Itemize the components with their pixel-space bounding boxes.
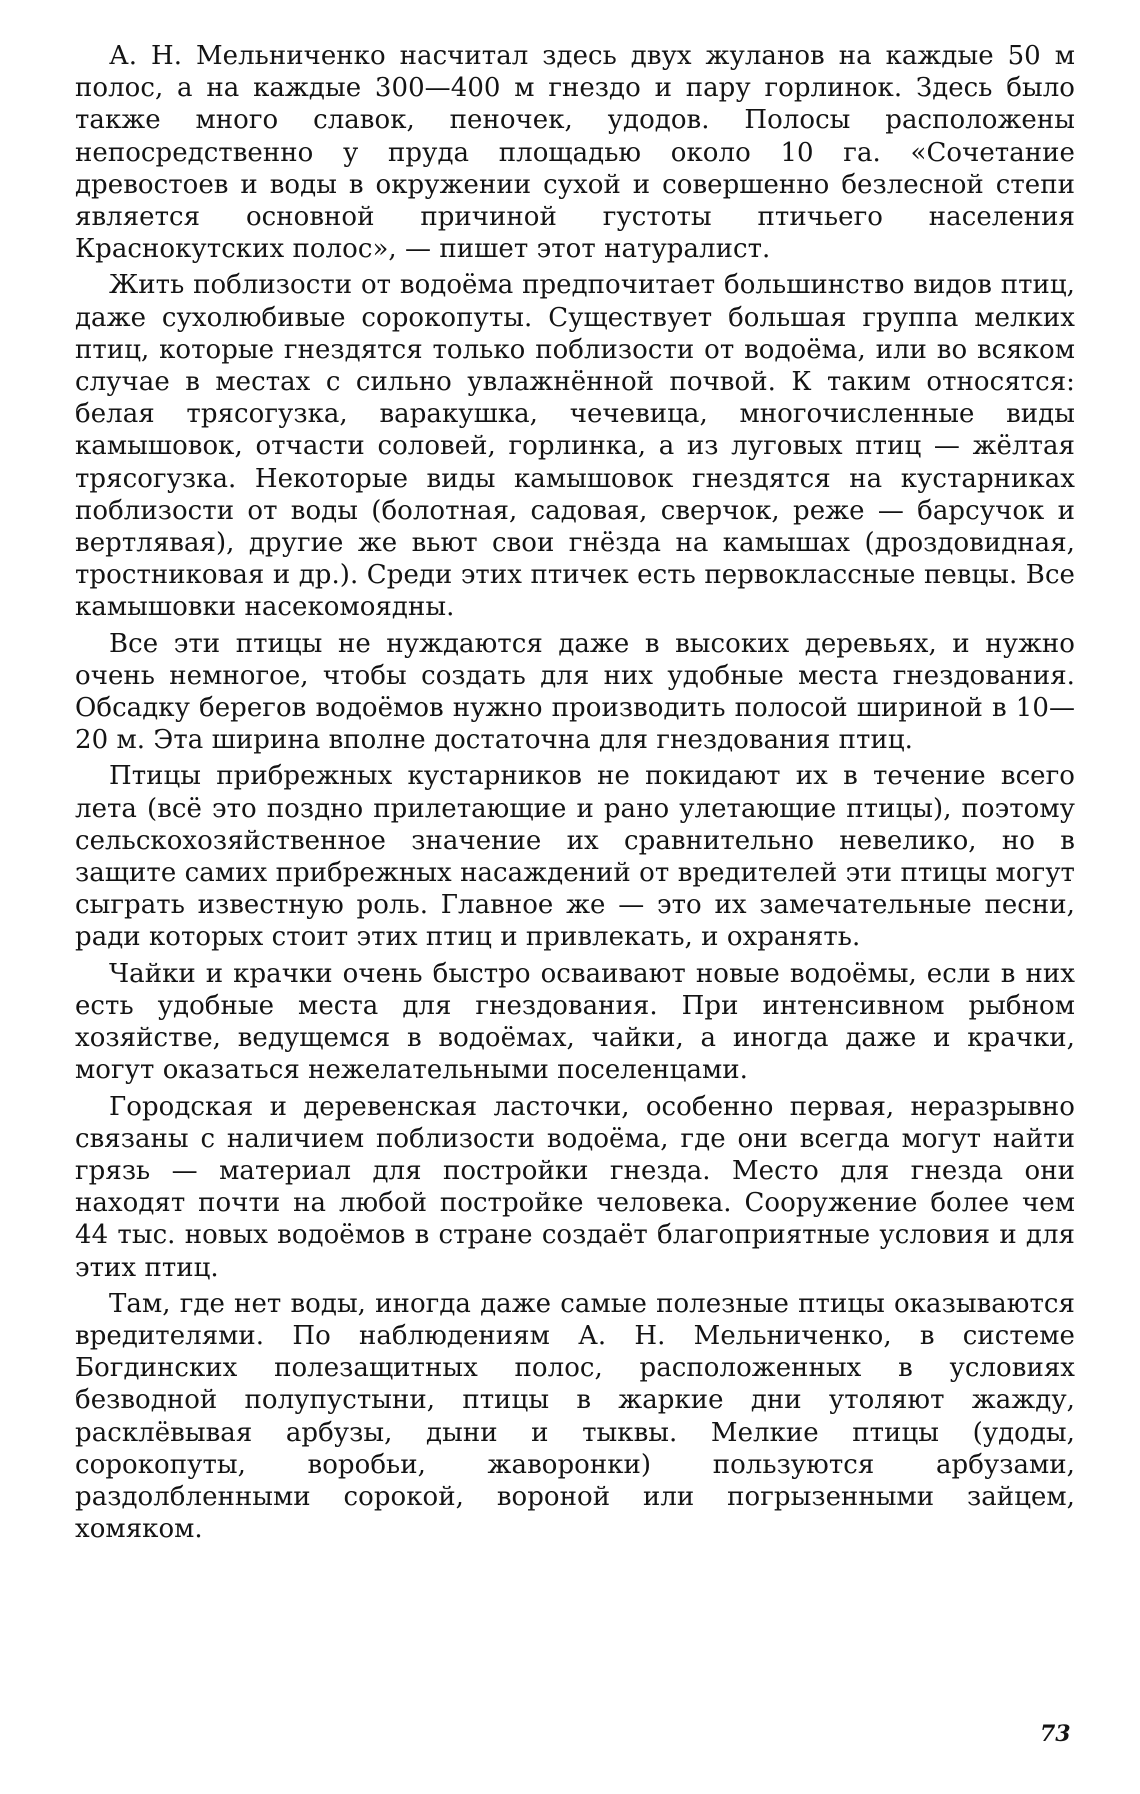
page-number: 73 (1040, 1721, 1071, 1747)
paragraph-5: Чайки и крачки очень быстро осваивают новые водоёмы, если в них есть удобные места для гнездования. При интенсивном рыбном хозяйстве, ведущемся в водоёмах, чайки, а иногда даже и крачки, могут оказаться нежелательными поселенцами. (75, 958, 1075, 1086)
paragraph-7: Там, где нет воды, иногда даже самые полезные птицы оказываются вредителями. По наблюдениям А. Н. Мельниченко, в системе Богдинских полезащитных полос, расположенных в условиях безводной полупустыни, птицы в жаркие дни утоляют жажду, расклёвывая арбузы, дыни и тыквы. Мелкие птицы (удоды, сорокопуты, воробьи, жаворонки) пользуются арбузами, раздолбленными сорокой, вороной или погрызенными зайцем, хомяком. (75, 1288, 1075, 1545)
paragraph-1: А. Н. Мельниченко насчитал здесь двух жуланов на каждые 50 м полос, а на каждые 300—400 м гнездо и пару горлинок. Здесь было также много славок, пеночек, удодов. Полосы расположены непосредственно у пруда площадью около 10 га. «Сочетание древостоев и воды в окружении сухой и совершенно безлесной степи является основной причиной густоты птичьего населения Краснокутских полос», — пишет этот натуралист. (75, 41, 1075, 265)
paragraph-3: Все эти птицы не нуждаются даже в высоких деревьях, и нужно очень немногое, чтобы создать для них удобные места гнездования. Обсадку берегов водоёмов нужно производить полосой шириной в 10—20 м. Эта ширина вполне достаточна для гнездования птиц. (75, 628, 1075, 756)
paragraph-4: Птицы прибрежных кустарников не покидают их в течение всего лета (всё это поздно прилетающие и рано улетающие птицы), поэтому сельскохозяйственное значение их сравнительно невелико, но в защите самих прибрежных насаждений от вредителей эти птицы могут сыграть известную роль. Главное же — это их замечательные песни, ради которых стоит этих птиц и привлекать, и охранять. (75, 761, 1075, 953)
page-body (75, 40, 1075, 1549)
paragraph-2: Жить поблизости от водоёма предпочитает большинство видов птиц, даже сухолюбивые сорокопуты. Существует большая группа мелких птиц, которые гнездятся только поблизости от водоёма, или во всяком случае в местах с сильно увлажнённой почвой. К таким относятся: белая трясогузка, варакушка, чечевица, многочисленные виды камышовок, отчасти соловей, горлинка, а из луговых птиц — жёлтая трясогузка. Некоторые виды камышовок гнездятся на кустарниках поблизости от воды (болотная, садовая, сверчок, реже — барсучок и вертлявая), другие же вьют свои гнёзда на камышах (дроздовидная, тростниковая и др.). Среди этих птичек есть первоклассные певцы. Все камышовки насекомоядны. (75, 270, 1075, 623)
paragraph-6: Городская и деревенская ласточки, особенно первая, неразрывно связаны с наличием поблизости водоёма, где они всегда могут найти грязь — материал для постройки гнезда. Место для гнезда они находят почти на любой постройке человека. Сооружение более чем 44 тыс. новых водоёмов в стране создаёт благоприятные условия и для этих птиц. (75, 1091, 1075, 1283)
